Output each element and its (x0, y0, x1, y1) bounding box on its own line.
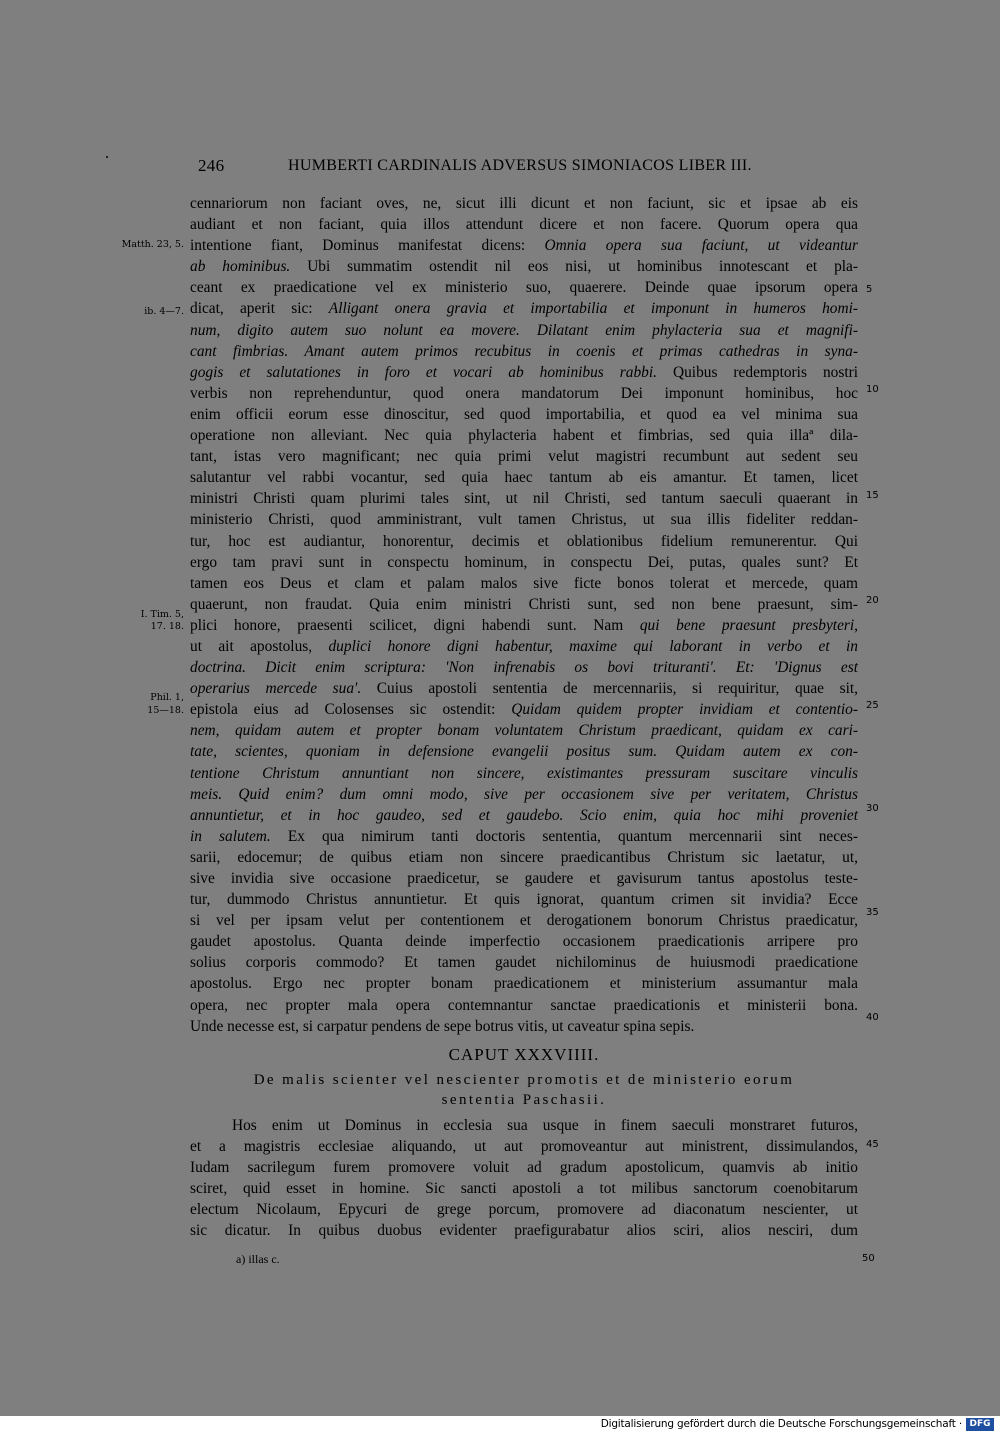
funding-notice: Digitalisierung gefördert durch die Deutsche Forschungsgemeinschaft · (600, 1418, 962, 1430)
margin-ref: ib. 4—7. (144, 306, 184, 317)
text-line (190, 425, 858, 446)
text-line (190, 784, 858, 805)
line-number: 30 (866, 803, 879, 814)
text-run: Cuius apostoli sententia de mercennariis, si requiritur, quae sit, (361, 680, 858, 698)
italic-quote: tate, scientes, quoniam in defensione evangelii positus sum. Quidam autem ex con- (190, 743, 858, 761)
chapter-subtitle (190, 1070, 858, 1110)
text-line (190, 1157, 858, 1178)
text-line (190, 488, 858, 509)
text-line (190, 594, 858, 615)
text-line (190, 699, 858, 720)
text-run: Unde necesse est, si carpatur pendens de sepe botrus vitis, ut caveatur spina sepis. (190, 1017, 695, 1035)
line-number: 10 (866, 384, 879, 395)
italic-quote: cant fimbrias. Amant autem primos recubitus in coenis et primas cathedras in syna- (190, 342, 858, 360)
text-line (190, 657, 858, 678)
text-run: plici honore, praesenti scilicet, digni habendi sunt. Nam (190, 616, 640, 634)
italic-quote: ab hominibus. (190, 258, 291, 276)
text-run: verbis non reprehenduntur, quod onera mandatorum Dei imponunt hominibus, hoc (190, 384, 858, 402)
text-run: tur, hoc est audiantur, honorentur, decimis et oblationibus fidelium remunerentur. Qui (190, 532, 858, 550)
running-title: HUMBERTI CARDINALIS ADVERSUS SIMONIACOS LIBER III. (288, 157, 752, 174)
page-header (190, 156, 860, 180)
text-run: tamen eos Deus et clam et palam malos sive ficte bonos tolerat et mercede, quam (190, 574, 858, 592)
margin-ref: 15—18. (147, 705, 184, 716)
text-line (190, 720, 858, 741)
chapter-text (190, 1115, 858, 1242)
text-line (190, 446, 858, 467)
text-run: electum Nicolaum, Epycuri de grege porcum, promovere ad diaconatum nescienter, ut (190, 1201, 858, 1219)
text-line (190, 931, 858, 952)
text-line (190, 362, 858, 383)
footer-bar (0, 1416, 1000, 1434)
text-line (190, 214, 858, 235)
text-line (190, 847, 858, 868)
text-run: dicat, aperit sic: (190, 300, 329, 318)
text-line (190, 678, 858, 699)
text-run: Iudam sacrilegum furem promovere voluit ad gradum apostolicum, quamvis ab initio (190, 1159, 858, 1177)
text-line (190, 1178, 858, 1199)
italic-quote: Omnia opera sua faciunt, ut videantur (544, 237, 858, 255)
text-run: Hos enim ut Dominus in ecclesia sua usque in finem saeculi monstraret futuros, (232, 1117, 858, 1134)
margin-ref: I. Tim. 5, (140, 609, 184, 620)
italic-quote: duplici honore digni habentur, maxime qui laborant in verbo et in (328, 637, 859, 655)
italic-quote: in salutem. (190, 827, 271, 845)
chapter-subtitle-line: De malis scienter vel nescienter promotis et de ministerio eorum (253, 1072, 795, 1088)
text-line (190, 298, 858, 319)
text-line (190, 193, 858, 214)
text-line (190, 910, 858, 931)
text-line (190, 973, 858, 994)
text-run: sic dicatur. In quibus duobus evidenter praefigurabatur alios sciri, alios nesciri, dum (190, 1222, 858, 1240)
line-number: 40 (866, 1012, 879, 1023)
text-line (190, 889, 858, 910)
text-line (190, 741, 858, 762)
text-run: ministerio Christi, quod amministrant, vult tamen Christus, ut sua illis fideliter reddan- (190, 511, 858, 529)
text-line (190, 868, 858, 889)
text-run: sarii, edocemur; de quibus etiam non sincere praedicantibus Christum sic laetatur, ut, (190, 848, 858, 866)
footnote: a) illas c. (236, 1252, 280, 1266)
text-line (190, 256, 858, 277)
text-run: sciret, quid esset in homine. Sic sancti apostoli a tot milibus sanctorum coenobitarum (190, 1180, 858, 1198)
text-line (190, 341, 858, 362)
text-line (190, 573, 858, 594)
text-run: cennariorum non faciant oves, ne, sicut illi dicunt et non faciunt, sic et ipsae ab eis (190, 195, 858, 212)
italic-quote: annuntietur, et in hoc gaudeo, sed et gaudebo. Scio enim, quia hoc mihi proveniet (190, 806, 858, 824)
text-line (190, 531, 858, 552)
text-run: tur, dummodo Christus annuntietur. Et quis ignorat, quantum crimen sit invidia? Ecce (190, 891, 858, 909)
text-run: gaudet apostolus. Quanta deinde imperfectio occasionem praedicationis arripere pro (190, 933, 858, 951)
line-number: 45 (866, 1139, 879, 1150)
italic-quote: doctrina. Dicit enim scriptura: 'Non infrenabis os bovi trituranti'. Et: 'Dignus est (190, 659, 858, 677)
line-number: 5 (866, 284, 873, 295)
body-text (190, 193, 858, 1037)
line-number: 50 (862, 1253, 875, 1264)
text-run: Ex qua nimirum tanti doctoris sententia, quantum mercennarii sint neces- (270, 827, 859, 845)
text-line (190, 952, 858, 973)
text-line (190, 995, 858, 1016)
line-number: 35 (866, 907, 879, 918)
text-line (190, 235, 858, 256)
text-run: Ubi summatim ostendit nil eos nisi, ut hominibus innotescant et pla- (290, 258, 859, 276)
text-run: solius corporis commodo? Et tamen gaudet nichilominus de huiusmodi praedicatione (190, 954, 858, 972)
text-line (190, 636, 858, 657)
text-line (190, 277, 858, 298)
line-number: 25 (866, 700, 879, 711)
italic-quote: nem, quidam autem et propter bonam voluntatem Christum praedicant, quidam ex cari- (190, 722, 858, 740)
text-run: quaerunt, non fraudat. Quia enim ministri Christi sunt, sed non bene praesunt, sim- (190, 595, 858, 613)
margin-ref: Phil. 1, (150, 692, 184, 703)
text-run: enim officii eorum esse dinoscitur, sed quod importabilia, et quod ea vel minima sua (190, 405, 858, 423)
line-number: 15 (866, 490, 879, 501)
text-line (190, 383, 858, 404)
text-run: salutantur vel rabbi vocantur, sed quia haec tantum ab eis amantur. Et tamen, licet (190, 469, 858, 487)
dfg-logo: DFG (966, 1418, 994, 1431)
text-run: ministri Christi quam plurimi tales sint, ut nil Christi, sed tantum saeculi quaerant in (190, 490, 858, 508)
text-line (190, 615, 858, 636)
text-run: operatione non alleviant. Nec quia phylacteria habent et fimbrias, sed quia illaª dila- (190, 427, 858, 445)
italic-quote: qui bene praesunt presbyteri, (639, 616, 859, 634)
chapter-subtitle-line: sententia Paschasii. (441, 1092, 607, 1108)
margin-ref: Matth. 23, 5. (121, 239, 184, 250)
text-run: opera, nec propter mala opera contemnantur sanctae praedicationis et ministerii bona. (190, 996, 858, 1014)
italic-quote: operarius mercede sua'. (190, 680, 362, 698)
italic-quote: meis. Quid enim? dum omni modo, sive per occasionem sive per veritatem, Christus (190, 785, 858, 803)
text-line (190, 1115, 858, 1136)
chapter-heading: CAPUT XXXVIIII. (448, 1045, 600, 1064)
text-run: apostolus. Ergo nec propter bonam praedicationem et ministerium assumantur mala (190, 975, 858, 993)
line-number: 20 (866, 595, 879, 606)
text-run: epistola eius ad Colosenses sic ostendit: (190, 701, 512, 719)
text-run: sive invidia sive occasione praedicetur, se gaudere et gavisurum tantus apostolus teste- (190, 870, 858, 887)
text-line (190, 1136, 858, 1157)
text-line (190, 467, 858, 488)
text-run: tant, istas vero magnificant; nec quia primi velut magistri recumbunt aut sedent seu (190, 448, 858, 466)
text-run: et a magistris ecclesiae aliquando, ut aut promoveantur aut ministrent, dissimulandos, (190, 1138, 858, 1156)
text-line (190, 826, 858, 847)
text-run: si vel per ipsam velut per contentionem et derogationem bonorum Christus praedicatur, (190, 912, 858, 930)
italic-quote: Alligant onera gravia et importabilia et imponunt in humeros homi- (328, 300, 858, 318)
text-run: ceant ex praedicatione vel ex ministerio suo, quaerere. Deinde quae ipsorum opera (190, 279, 858, 297)
text-line (190, 1220, 858, 1241)
text-line (190, 1199, 858, 1220)
text-line (190, 320, 858, 341)
text-run: Quibus redemptoris nostri (656, 363, 858, 381)
text-line (190, 509, 858, 530)
italic-quote: Quidam quidem propter invidiam et contentio- (511, 701, 858, 719)
speck-mark (106, 156, 108, 158)
text-line (190, 763, 858, 784)
margin-ref: 17. 18. (150, 621, 184, 632)
text-run: audiant et non faciant, quia illos attendunt dicere et non facere. Quorum opera qua (190, 216, 858, 234)
text-run: intentione fiant, Dominus manifestat dicens: (190, 237, 545, 255)
text-line (190, 805, 858, 826)
text-line (190, 1016, 858, 1037)
page-number: 246 (198, 156, 225, 175)
italic-quote: gogis et salutationes in foro et vocari ab hominibus rabbi. (190, 363, 657, 381)
italic-quote: num, digito autem suo nolunt ea movere. Dilatant enim phylacteria sua et magnifi- (190, 321, 858, 339)
text-line (190, 404, 858, 425)
italic-quote: tentione Christum annuntiant non sincere, existimantes pressuram suscitare vinculis (190, 764, 858, 782)
text-line (190, 552, 858, 573)
text-run: ergo tam pravi sunt in conspectu hominum, in conspectu Dei, putas, quales sunt? Et (190, 553, 858, 571)
text-run: ut ait apostolus, (190, 637, 329, 655)
